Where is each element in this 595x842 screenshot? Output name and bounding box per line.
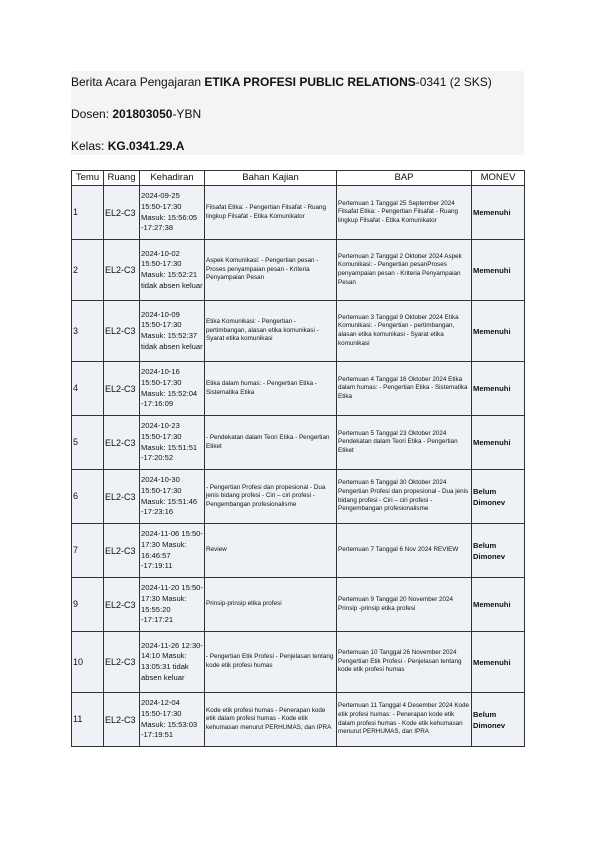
kelas-label: Kelas: <box>71 139 108 153</box>
cell-ruang: EL2-C3 <box>104 524 140 578</box>
column-header-monev: MONEV <box>472 171 525 186</box>
table-row <box>72 416 525 470</box>
kelas-value: KG.0341.29.A <box>107 139 185 153</box>
table-row <box>72 301 525 362</box>
cell-bahan-kajian: - Pengertian Etik Profesi - Penjelasan tentang kode etik profesi humas <box>205 632 337 693</box>
dosen-code: -YBN <box>172 107 202 121</box>
cell-ruang: EL2-C3 <box>104 240 140 301</box>
cell-bap: Pertemuan 9 Tanggal 20 November 2024 Prinsip -prinsip etika profesi <box>337 578 472 632</box>
course-name: ETIKA PROFESI PUBLIC RELATIONS <box>204 75 416 89</box>
cell-kehadiran: 2024-11-26 12:30-14:10 Masuk: 13:05:31 tidak absen keluar <box>140 632 205 693</box>
cell-bahan-kajian: Prinsip-prinsip etika profesi <box>205 578 337 632</box>
cell-bap: Pertemuan 11 Tanggal 4 Desember 2024 Kode etik profesi humas: - Penerapan kode etik dalam profesi humas - Kode etik kehumasan menurut PERHUMAS, dan IPRA <box>337 693 472 747</box>
dosen-label: Dosen: <box>71 107 113 121</box>
cell-monev: Belum Dimonev <box>472 470 525 524</box>
cell-monev: Belum Dimonev <box>472 693 525 747</box>
attendance-table <box>71 170 525 747</box>
cell-temu: 2 <box>72 240 104 301</box>
cell-ruang: EL2-C3 <box>104 186 140 240</box>
cell-kehadiran: 2024-10-02 15:50-17:30 Masuk: 15:52:21 tidak absen keluar <box>140 240 205 301</box>
column-header-ruang: Ruang <box>104 171 140 186</box>
column-header-temu: Temu <box>72 171 104 186</box>
column-header-bahan-kajian: Bahan Kajian <box>205 171 337 186</box>
cell-temu: 10 <box>72 632 104 693</box>
cell-temu: 7 <box>72 524 104 578</box>
cell-temu: 5 <box>72 416 104 470</box>
cell-bahan-kajian: Kode etik profesi humas - Penerapan kode etik dalam profesi humas - Kode etik kehumasan menurut PERHUMAS, dan IPRA <box>205 693 337 747</box>
cell-kehadiran: 2024-11-20 15:50-17:30 Masuk: 15:55:20 -17:17:21 <box>140 578 205 632</box>
table-row <box>72 362 525 416</box>
title-prefix: Berita Acara Pengajaran <box>71 75 205 89</box>
table-row <box>72 186 525 240</box>
table-row <box>72 240 525 301</box>
cell-temu: 4 <box>72 362 104 416</box>
cell-kehadiran: 2024-12-04 15:50-17:30 Masuk: 15:53:03 -17:19:51 <box>140 693 205 747</box>
cell-monev: Memenuhi <box>472 578 525 632</box>
cell-kehadiran: 2024-10-09 15:50-17:30 Masuk: 15:52:37 tidak absen keluar <box>140 301 205 362</box>
cell-bap: Pertemuan 10 Tanggal 26 November 2024 Pengertian Etik Profesi - Penjelasan tentang kode etik profesi humas <box>337 632 472 693</box>
column-header-kehadiran: Kehadiran <box>140 171 205 186</box>
cell-monev: Memenuhi <box>472 362 525 416</box>
cell-bahan-kajian: Filsafat Etika: - Pengertian Filsafat - Ruang lingkup Filsafat - Etika Komunikator <box>205 186 337 240</box>
table-row <box>72 578 525 632</box>
cell-monev: Belum Dimonev <box>472 524 525 578</box>
cell-ruang: EL2-C3 <box>104 416 140 470</box>
table-row <box>72 524 525 578</box>
cell-bahan-kajian: Aspek Komunikasi: - Pengertian pesan - Proses penyampaian pesan - Kriteria Penyampaian Pesan <box>205 240 337 301</box>
cell-temu: 6 <box>72 470 104 524</box>
table-row <box>72 632 525 693</box>
cell-kehadiran: 2024-11-06 15:50-17:30 Masuk: 16:46:57 -17:19:11 <box>140 524 205 578</box>
dosen-id: 201803050 <box>112 107 173 121</box>
cell-bap: Pertemuan 3 Tanggal 9 Oktober 2024 Etika Komunikasi: - Pengertian - pertimbangan, alasan etika komunikasi - Syarat etika komunikasi <box>337 301 472 362</box>
cell-bap: Pertemuan 6 Tanggal 30 Oktober 2024 Pengertian Profesi dan propesional - Dua jenis bidang profesi - Ciri – ciri profesi - Pengembangan profesionalisme <box>337 470 472 524</box>
cell-temu: 3 <box>72 301 104 362</box>
cell-bap: Pertemuan 7 Tanggal 6 Nov 2024 REVIEW <box>337 524 472 578</box>
cell-kehadiran: 2024-10-30 15:50-17:30 Masuk: 15:51:46 -17:23:16 <box>140 470 205 524</box>
cell-bahan-kajian: - Pengertian Profesi dan propesional - Dua jenis bidang profesi - Ciri – ciri profesi - Pengembangan profesionalisme <box>205 470 337 524</box>
cell-ruang: EL2-C3 <box>104 470 140 524</box>
cell-kehadiran: 2024-10-16 15:50-17:30 Masuk: 15:52:04 -17:16:09 <box>140 362 205 416</box>
class-line <box>71 138 184 154</box>
cell-ruang: EL2-C3 <box>104 301 140 362</box>
cell-bap: Pertemuan 5 Tanggal 23 Oktober 2024 Pendekatan dalam Teori Etika - Pengertian Etiket <box>337 416 472 470</box>
table-row <box>72 693 525 747</box>
cell-ruang: EL2-C3 <box>104 632 140 693</box>
cell-bap: Pertemuan 1 Tanggal 25 September 2024 Filsafat Etika: - Pengertian Filsafat - Ruang lingkup Filsafat - Etika Komunikator <box>337 186 472 240</box>
cell-ruang: EL2-C3 <box>104 693 140 747</box>
cell-bahan-kajian: Etika dalam humas: - Pengertian Etika - Sistematika Etika <box>205 362 337 416</box>
cell-temu: 1 <box>72 186 104 240</box>
cell-temu: 9 <box>72 578 104 632</box>
cell-monev: Memenuhi <box>472 186 525 240</box>
lecturer-line <box>71 106 201 122</box>
cell-monev: Memenuhi <box>472 632 525 693</box>
cell-bahan-kajian: Review <box>205 524 337 578</box>
cell-bap: Pertemuan 2 Tanggal 2 Oktober 2024 Aspek Komunikasi: - Pengertian pesanProses penyampaian pesan - Kriteria Penyampaian Pesan <box>337 240 472 301</box>
cell-kehadiran: 2024-10-23 15:50-17:30 Masuk: 15:51:51 -17:20:52 <box>140 416 205 470</box>
column-header-bap: BAP <box>337 171 472 186</box>
course-title-line <box>71 74 492 90</box>
cell-ruang: EL2-C3 <box>104 578 140 632</box>
cell-bahan-kajian: - Pendekatan dalam Teori Etika - Pengertian Etiket <box>205 416 337 470</box>
header-block <box>71 71 524 155</box>
cell-monev: Memenuhi <box>472 416 525 470</box>
table-row <box>72 470 525 524</box>
cell-monev: Memenuhi <box>472 301 525 362</box>
course-suffix: -0341 (2 SKS) <box>415 75 492 89</box>
cell-bahan-kajian: Etika Komunikasi: - Pengertian - pertimbangan, alasan etika komunikasi - Syarat etika komunikasi <box>205 301 337 362</box>
cell-temu: 11 <box>72 693 104 747</box>
cell-bap: Pertemuan 4 Tanggal 16 Oktober 2024 Etika dalam humas: - Pengertian Etika - Sistematika Etika <box>337 362 472 416</box>
table-header-row <box>72 171 525 186</box>
cell-monev: Memenuhi <box>472 240 525 301</box>
cell-ruang: EL2-C3 <box>104 362 140 416</box>
cell-kehadiran: 2024-09-25 15:50-17:30 Masuk: 15:56:05 -17:27:38 <box>140 186 205 240</box>
